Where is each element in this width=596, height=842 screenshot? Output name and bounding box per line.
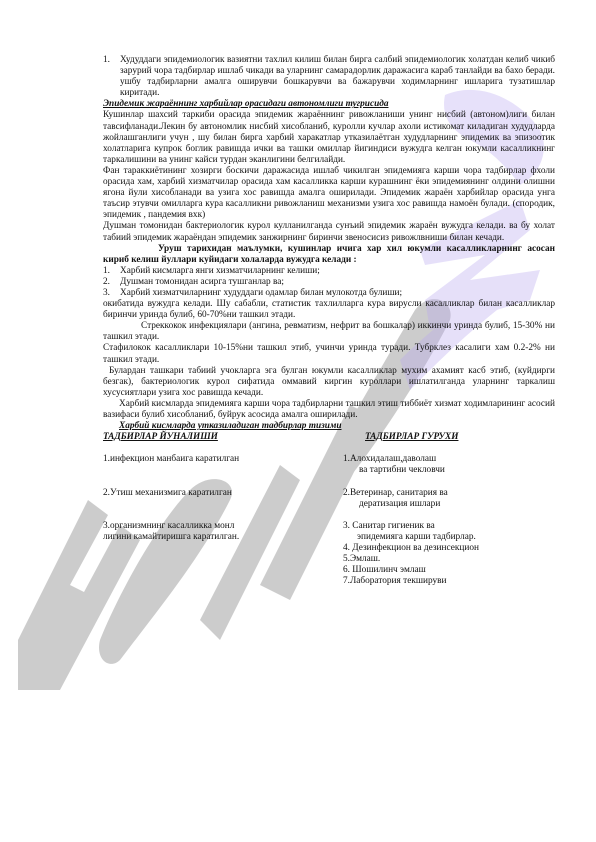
intro-number: 1. <box>103 55 110 65</box>
column-header-group: ТАДБИРЛАР ГУРУХИ <box>365 432 459 443</box>
list-item: 6. Шошилинч эмлаш <box>343 565 426 576</box>
list-item: 5.Эмлаш. <box>343 554 381 565</box>
paragraph-autonomy: Кушинлар шахсий таркиби орасида эпидемик жараённинг ривожланиши унинг нисбий (автоном)лиги билан тавсифланади.Лекин бу автономлик нисбий хисобланиб, куролли кучлар ахоли истикомат киладиган худудларда жойлашганлиги учун , шу билан бирга харбий харакатлар утказилаётган худудларнинг эпидемик ва эпизоотик холатларига купрок боглик равишда ички ва ташки омиллар йигиндиси вужудга келган юкумли касалликнинг таркалишини ва унинг кайси турдан эканлигини белгилайди. <box>103 110 555 165</box>
table-row: 2.Утиш механизмига каратилган 2.Ветеринар, санитария ва дератизация ишлари <box>103 487 448 509</box>
list-item: 4. Дезинфекцион ва дезинсекцион <box>343 543 479 554</box>
paragraph-measures: Фан тараккиётининг хозирги боскичи даражасида ишлаб чикилган эпидемияга карши чора тадбирлар фхоли орасида хам, харбий хизматчилар орасида хам касалликка карши курашнинг ёки эпидемиянинг олдини олишни ягона йули хисобланади ва узига хос равишда амалга оширилади. Эпидемик жараён харбийлар орасида унга таъсир этувчи омилларга кура касалликни ривожланиш механизми узига хос равишда намоён булади. (спородик, эпидемик , пандемия вхк) <box>103 165 555 221</box>
column-header-direction: ТАДБИРЛАР ЙУНАЛИШИ <box>103 432 218 443</box>
list-item: 2. Душман томонидан асирга тушганлар ва; <box>103 276 284 287</box>
intro-text: Худуддаги эпидемиологик вазиятни тахлил килиш билан бирга салбий эпидемиологик холатдан келиб чикиб зарурий чора тадбирлар ишлаб чикади ва уларнинг самарадорлик даражасига караб танлайди ва бахо беради. ушбу тадбирларни амалга оширувчи бошкарувчи ва бажарувчи ходимларнинг ишларига тузатишлар киритади. <box>120 55 555 99</box>
paragraph-viral: окибатида вужудга келади. Шу сабабли, статистик тахлилларга кура вирусли касалликлар билан касалликлар биринчи уринда булиб, 60-70%ни ташкил этади. <box>103 299 555 321</box>
table-row: 1.инфекцион манбаига каратилган 1.Алохидалаш,даволаш ва тартибни чекловчи <box>103 454 445 476</box>
intro-item <box>103 55 555 99</box>
paragraph-organization: Харбий кисмларда эпидемияга карши чора тадбирларни ташкил этиш тиббиёт хизмат ходимларининг асосий вазифаси булиб хисобланиб, буйрук асосида амалга оширилади. <box>103 398 555 420</box>
paragraph-staph: Стафилокок касалликлари 10-15%ни ташкил этиб, учинчи уринда туради. Тубрклез касалиги хам 0.2-2% ни ташкил этади. <box>103 343 555 365</box>
list-item: 3. Харбий хизматчиларнинг худуддаги одамлар билан мулокотда булиши; <box>103 287 403 298</box>
paragraph-natural-foci: Булардан ташкари табиий учокларга эга булган юкумли касалликлар мухим ахамият касб этиб, (куйдирги безгак), бактериологик курол сифатида оммавий киргин куроллари ишлатилганда уларнинг таркалиш хусусиятлари узига хос равишда кечади. <box>103 365 555 398</box>
table-row: 3.организмнинг касалликка монл 3. Санитар гигиеник ва <box>103 520 435 531</box>
measures-table-title: Харбий кисмларда утказиладиган тадбирлар тизими <box>119 421 342 432</box>
measures-extra-list <box>103 543 555 587</box>
table-row: лигини камайтиришга каратилган. эпидемияга карши тадбирлар. <box>103 532 476 543</box>
paragraph-bacteriological: Душман томонидан бактериологик курол кулланилганда сунъий эпидемик жараён вужудга келади. ва бу холат табиий эпидемик жараёндан эпидемик занжирнинг биринчи звеносисиз ривожлвниши билан кечади. <box>103 221 555 243</box>
list-item: 7.Лаборатория текшируви <box>343 576 447 587</box>
section-heading: Эпидемик жараённинг харбийлар орасидаги автономлиги тугрисида <box>103 99 389 110</box>
causes-list <box>103 266 555 299</box>
paragraph-strep: Стреккокок инфекциялари (ангина, ревматизм, нефрит ва бошкалар) иккинчи уринда булиб, 15-30% ни ташкил этади. <box>103 321 555 343</box>
paragraph-war-history: Уруш тарихидан маълумки, кушинлар ичига хар хил юкумли касалликларнинг асосан кириб келиш йуллари куйидаги холаларда вужудга келади : <box>103 243 555 265</box>
document-page <box>103 55 555 588</box>
measures-table-header <box>103 432 555 443</box>
list-item: 1. Харбий кисмларга янги хизматчиларнинг келиши; <box>103 265 320 276</box>
